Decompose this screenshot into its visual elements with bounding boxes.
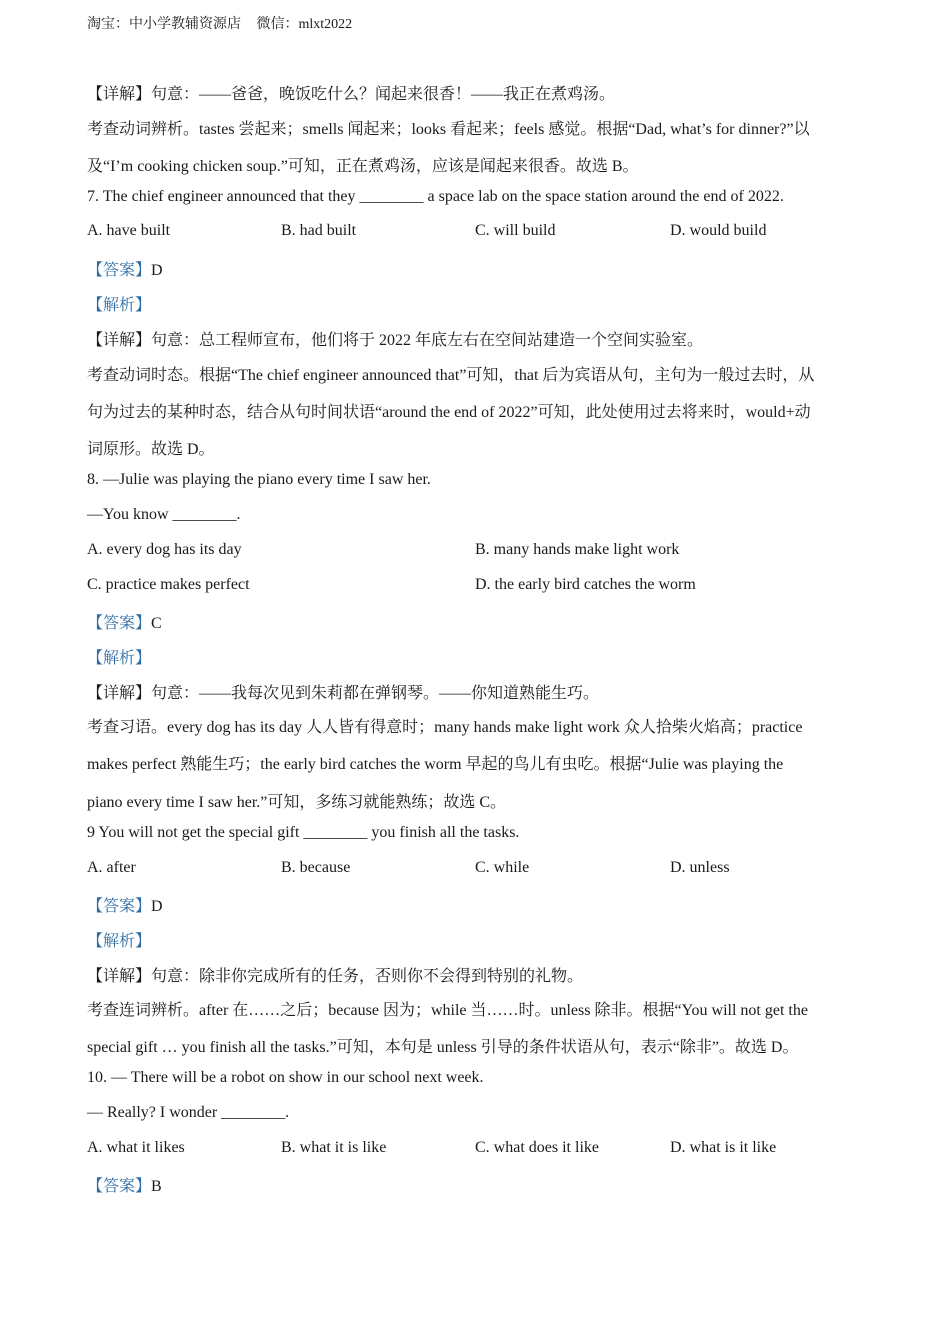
detail-marker: 【详解】 [87,685,152,702]
q10-option-a: A. what it likes [87,1139,185,1156]
wechat-label: 微信：mlxt2022 [256,17,353,32]
answer-marker: 【答案】 [87,262,152,279]
q6-detail [87,81,615,104]
q8-option-d: D. the early bird catches the worm [475,576,696,593]
q9-option-b: B. because [281,859,351,876]
q7-detail-text: 句意：总工程师宣布，他们将于 2022 年底左右在空间站建造一个空间实验室。 [151,332,704,349]
q8-answer-value: C [151,615,162,632]
q8-question-2: —You know ________. [87,506,241,523]
answer-marker: 【答案】 [87,1178,152,1195]
answer-marker: 【答案】 [87,898,152,915]
q9-answer [87,893,163,916]
q9-explain-2: special gift … you finish all the tasks.”可知，本句是 unless 引导的条件状语从句，表示“除非”。故选 D。 [87,1039,799,1056]
q9-question: 9 You will not get the special gift ________ you finish all the tasks. [87,824,520,841]
q10-question: 10. — There will be a robot on show in our school next week. [87,1069,484,1086]
q6-explain-1: 考查动词辨析。tastes 尝起来；smells 闻起来；looks 看起来；feels 感觉。根据“Dad, what’s for dinner?”以 [87,121,810,138]
q7-analysis-marker: 【解析】 [87,297,152,314]
q7-answer-value: D [151,262,163,279]
q7-explain-3: 词原形。故选 D。 [87,441,215,458]
detail-marker: 【详解】 [87,86,152,103]
q7-option-a: A. have built [87,222,171,239]
q10-answer [87,1173,162,1196]
q7-option-b: B. had built [281,222,357,239]
q8-option-a: A. every dog has its day [87,541,242,558]
q9-detail [87,963,583,986]
q8-explain-2: makes perfect 熟能生巧；the early bird catches the worm 早起的鸟儿有虫吃。根据“Julie was playing the [87,756,784,773]
q9-analysis-marker: 【解析】 [87,933,152,950]
q8-option-c: C. practice makes perfect [87,576,250,593]
q10-answer-value: B [151,1178,162,1195]
q7-option-c: C. will build [475,222,556,239]
page-header [87,13,364,33]
detail-marker: 【详解】 [87,968,152,985]
q8-explain-3: piano every time I saw her.”可知，多练习就能熟练；故选 C。 [87,794,507,811]
q9-answer-value: D [151,898,163,915]
q7-answer [87,257,163,280]
q7-explain-2: 句为过去的某种时态，结合从句时间状语“around the end of 2022”可知，此处使用过去将来时，would+动 [87,404,811,421]
q7-question: 7. The chief engineer announced that they ________ a space lab on the space station around the end of 2022. [87,188,784,205]
q9-option-d: D. unless [670,859,730,876]
shop-label: 淘宝：中小学教辅资源店 [87,17,241,32]
q8-answer [87,610,162,633]
q8-analysis-marker: 【解析】 [87,650,152,667]
q7-option-d: D. would build [670,222,767,239]
q9-explain-1: 考查连词辨析。after 在……之后；because 因为；while 当……时。unless 除非。根据“You will not get the [87,1002,808,1019]
q10-option-d: D. what is it like [670,1139,777,1156]
q10-option-b: B. what it is like [281,1139,387,1156]
q6-explain-2: 及“I’m cooking chicken soup.”可知，正在煮鸡汤，应该是闻起来很香。故选 B。 [87,158,639,175]
q8-question: 8. —Julie was playing the piano every time I saw her. [87,471,431,488]
q10-question-2: — Really? I wonder ________. [87,1104,290,1121]
q9-detail-text: 句意：除非你完成所有的任务，否则你不会得到特别的礼物。 [151,968,584,985]
q7-detail [87,327,703,350]
q7-explain-1: 考查动词时态。根据“The chief engineer announced that”可知，that 后为宾语从句，主句为一般过去时，从 [87,367,815,384]
q9-option-a: A. after [87,859,136,876]
q9-option-c: C. while [475,859,530,876]
detail-marker: 【详解】 [87,332,152,349]
q6-detail-text: 句意：——爸爸，晚饭吃什么？闻起来很香！——我正在煮鸡汤。 [151,86,616,103]
q8-option-b: B. many hands make light work [475,541,680,558]
answer-marker: 【答案】 [87,615,152,632]
q8-detail [87,680,599,703]
q8-explain-1: 考查习语。every dog has its day 人人皆有得意时；many hands make light work 众人拾柴火焰高；practice [87,719,803,736]
q8-detail-text: 句意：——我每次见到朱莉都在弹钢琴。——你知道熟能生巧。 [151,685,600,702]
q10-option-c: C. what does it like [475,1139,599,1156]
